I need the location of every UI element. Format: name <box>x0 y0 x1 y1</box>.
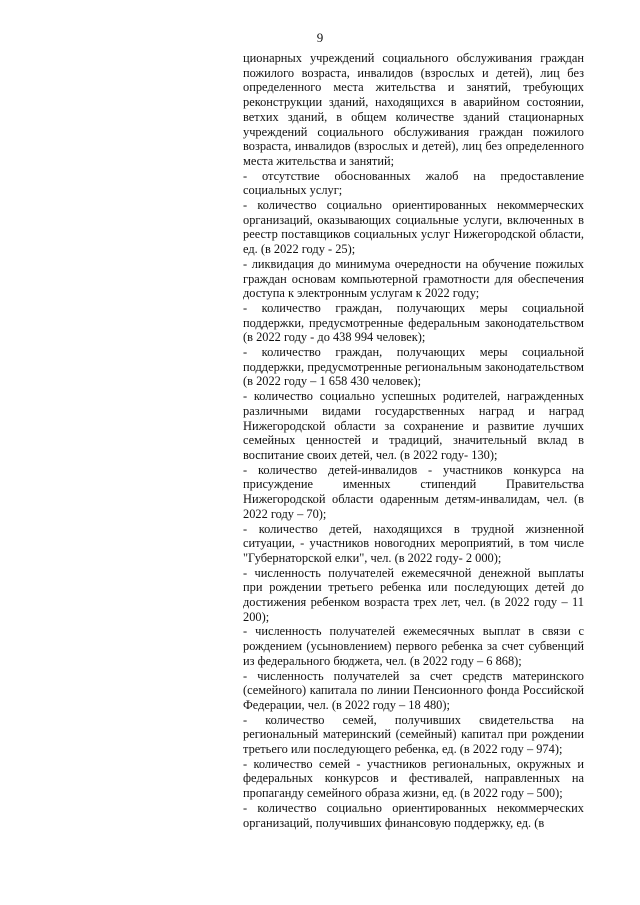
paragraph: - количество социально ориентированных некоммерческих организаций, получивших финансовую поддержку, ед. (в <box>243 800 584 830</box>
paragraph: - количество граждан, получающих меры социальной поддержки, предусмотренные региональным законодательством (в 2022 году – 1 658 430 человек); <box>243 345 584 389</box>
paragraph: - отсутствие обоснованных жалоб на предоставление социальных услуг; <box>243 168 584 198</box>
paragraph: - количество социально успешных родителей, награжденных различными видами государственных наград и наград Нижегородской области за сохранение и развитие лучших семейных ценностей и традиций, значительный вклад в воспитание своих детей, чел. (в 2022 году- 130); <box>243 389 584 462</box>
paragraph: - количество семей - участников региональных, окружных и федеральных конкурсов и фестивалей, направленных на пропаганду семейного образа жизни, ед. (в 2022 году – 500); <box>243 756 584 801</box>
paragraph: - количество семей, получивших свидетельства на региональный материнский (семейный) капитал при рождении третьего или последующего ребенка, ед. (в 2022 году – 974); <box>243 712 584 757</box>
paragraph: ционарных учреждений социального обслуживания граждан пожилого возраста, инвалидов (взрослых и детей), лиц без определенного места жительства и занятий, требующих реконструкции зданий, находящихся в аварийном состоянии, ветхих зданий, в общем количестве зданий стационарных учреждений социального обслуживания граждан пожилого возраста, инвалидов (взрослых и детей), лиц без определенного места жительства и занятий; <box>243 51 584 168</box>
paragraph: - численность получателей за счет средств материнского (семейного) капитала по линии Пенсионного фонда Российской Федерации, чел. (в 2022 году – 18 480); <box>243 668 584 712</box>
paragraph: - численность получателей ежемесячной денежной выплаты при рождении третьего ребенка или последующих детей до достижения ребенком возраста трех лет, чел. (в 2022 году – 11 200); <box>243 565 584 624</box>
paragraph: - численность получателей ежемесячных выплат в связи с рождением (усыновлением) первого ребенка за счет субвенций из федерального бюджета, чел. (в 2022 году – 6 868); <box>243 624 584 668</box>
document-body <box>243 51 584 830</box>
paragraph: - количество социально ориентированных некоммерческих организаций, оказывающих социальные услуги, включенных в реестр поставщиков социальных услуг Нижегородской области, ед. (в 2022 году - 25); <box>243 198 584 257</box>
paragraph: - количество детей-инвалидов - участников конкурса на присуждение именных стипендий Правительства Нижегородской области одаренным детям-инвалидам, чел. (в 2022 году – 70); <box>243 462 584 521</box>
paragraph: - количество детей, находящихся в трудной жизненной ситуации, - участников новогодних мероприятий, в том числе "Губернаторской елки", чел. (в 2022 году- 2 000); <box>243 521 584 565</box>
page-number: 9 <box>316 30 324 45</box>
paragraph: - количество граждан, получающих меры социальной поддержки, предусмотренные федеральным законодательством (в 2022 году - до 438 994 человек); <box>243 300 584 345</box>
paragraph: - ликвидация до минимума очередности на обучение пожилых граждан основам компьютерной грамотности для обеспечения доступа к электронным услугам к 2022 году; <box>243 256 584 301</box>
